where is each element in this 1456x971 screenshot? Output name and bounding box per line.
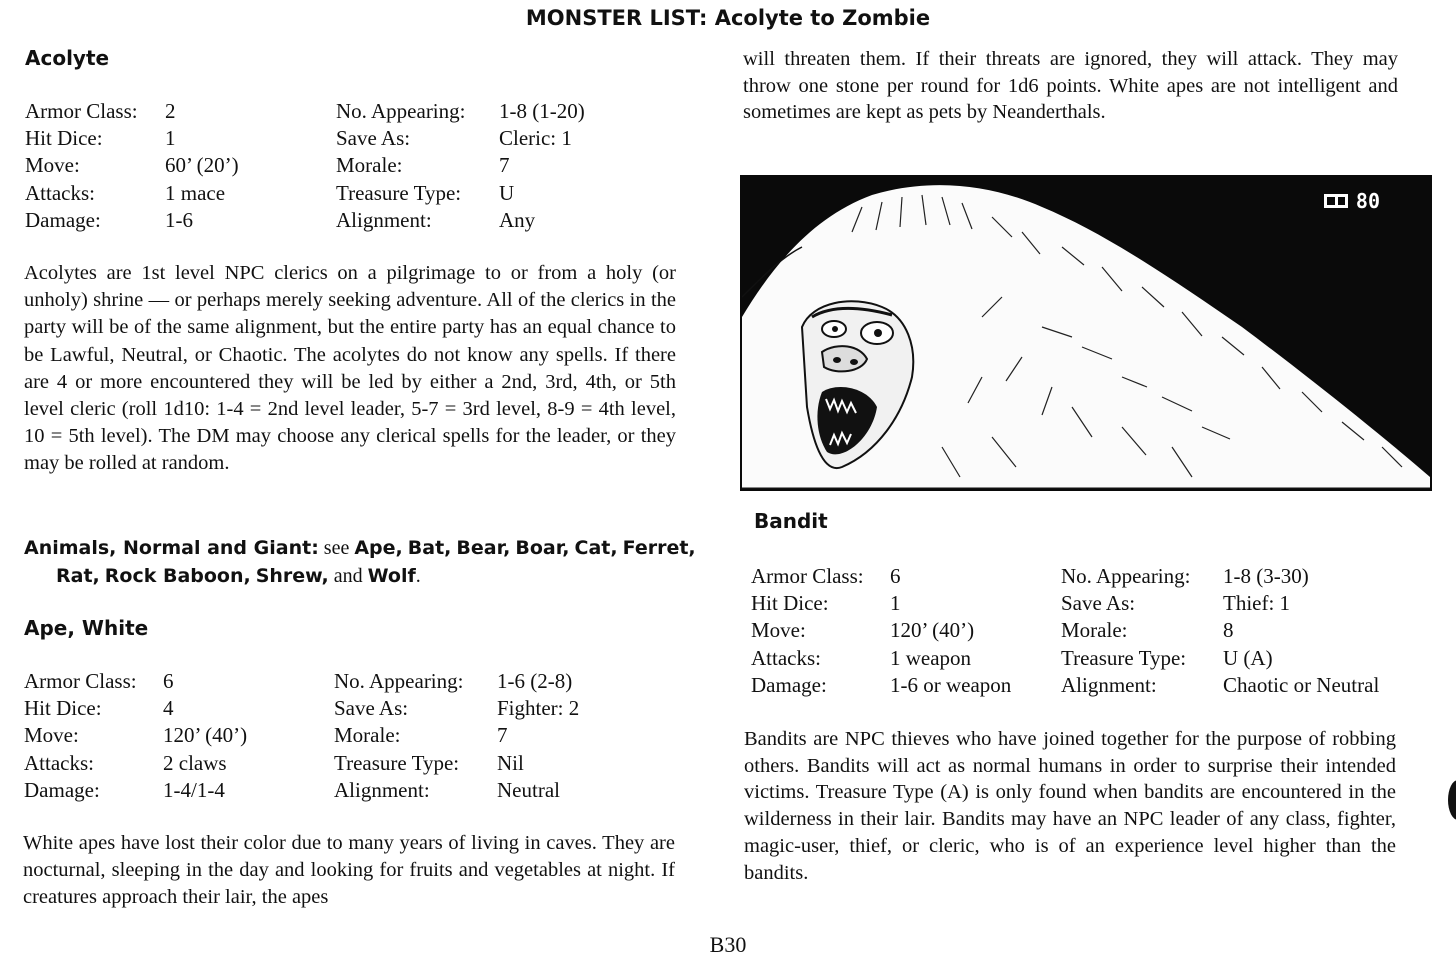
stat-label: Move: <box>751 618 806 643</box>
stat-label: Damage: <box>24 777 100 802</box>
binding-edge-mark <box>1448 780 1456 820</box>
stat-label: Alignment: <box>336 207 432 232</box>
ape-white-stats-left <box>24 668 247 804</box>
page-header-title: MONSTER LIST: <box>525 6 708 30</box>
animals-see: see <box>323 537 350 559</box>
stat-value: Fighter: 2 <box>497 696 580 721</box>
stat-row <box>25 125 239 152</box>
white-ape-drawing <box>742 177 1430 489</box>
stat-label: Save As: <box>1061 591 1136 616</box>
stat-value: 1-8 (3-30) <box>1223 564 1309 588</box>
stat-row <box>751 645 1011 672</box>
stat-row <box>1061 645 1379 672</box>
stat-value: 60’ (20’) <box>165 153 239 178</box>
stat-value: U <box>499 180 515 205</box>
stat-label: Morale: <box>1061 618 1128 643</box>
stat-row <box>334 668 579 695</box>
bandit-heading: Bandit <box>754 509 828 533</box>
ref-bat: Bat, <box>407 537 452 559</box>
stat-row <box>334 722 579 749</box>
page-number: B30 <box>709 932 747 957</box>
stat-label: Treasure Type: <box>334 750 460 775</box>
stat-value: 7 <box>497 723 508 748</box>
stat-row <box>24 695 247 722</box>
stat-value: U (A) <box>1223 645 1273 670</box>
stat-label: Alignment: <box>334 777 430 802</box>
stat-label: Armor Class: <box>751 564 864 588</box>
stat-row <box>25 180 239 207</box>
acolyte-stats-left <box>25 98 239 234</box>
animals-heading: Animals, Normal and Giant: <box>24 537 319 559</box>
stat-label: Damage: <box>751 672 827 697</box>
stat-value: Any <box>499 207 536 232</box>
stat-row <box>25 207 239 234</box>
page-header-subtitle: Acolyte to Zombie <box>714 6 931 30</box>
stat-label: No. Appearing: <box>334 669 464 693</box>
stat-value: 1 mace <box>165 180 226 205</box>
stat-value: Thief: 1 <box>1223 591 1291 616</box>
ref-shrew: Shrew, <box>255 564 329 587</box>
stat-value: 120’ (40’) <box>163 723 248 748</box>
stat-value: 4 <box>163 696 174 721</box>
stat-value: 6 <box>163 669 174 693</box>
stat-label: No. Appearing: <box>1061 564 1191 588</box>
stat-label: Hit Dice: <box>25 126 103 151</box>
animals-end: . <box>415 564 421 587</box>
stat-row <box>24 777 247 804</box>
ref-rat: Rat, <box>56 564 100 587</box>
stat-value: 1 <box>890 591 901 616</box>
ref-bear: Bear, <box>456 537 511 559</box>
ref-boar: Boar, <box>515 537 570 559</box>
stat-label: Move: <box>25 153 80 178</box>
stat-value: 8 <box>1223 618 1234 643</box>
stat-row <box>1061 590 1379 617</box>
stat-value: 1-6 (2-8) <box>497 669 573 693</box>
stat-value: Neutral <box>497 777 560 802</box>
stat-label: Morale: <box>334 723 401 748</box>
stat-label: Save As: <box>334 696 409 721</box>
stat-row <box>24 668 247 695</box>
figure-caption-number: 80 <box>1355 189 1380 213</box>
acolyte-heading: Acolyte <box>25 46 110 70</box>
book-icon <box>1324 194 1348 208</box>
stat-row <box>25 152 239 179</box>
stat-value: 1-4/1-4 <box>163 777 225 802</box>
stat-label: Attacks: <box>25 180 95 205</box>
page-header <box>0 6 1456 30</box>
stat-row <box>336 180 585 207</box>
stat-label: Hit Dice: <box>24 696 102 721</box>
ref-wolf: Wolf <box>367 564 416 587</box>
ref-cat: Cat, <box>574 537 618 559</box>
stat-row <box>336 125 585 152</box>
stat-value: 120’ (40’) <box>890 618 975 643</box>
stat-label: Attacks: <box>751 645 821 670</box>
figure-tag <box>1324 189 1380 213</box>
stat-row <box>334 695 579 722</box>
stat-value: 2 claws <box>163 750 227 775</box>
stat-row <box>751 563 1011 590</box>
ape-white-stats-right <box>334 668 579 804</box>
stat-label: Morale: <box>336 153 403 178</box>
stat-row <box>336 152 585 179</box>
stat-value: 1 <box>165 126 176 151</box>
stat-row <box>1061 563 1379 590</box>
stat-value: 6 <box>890 564 901 588</box>
ref-ape: Ape, <box>354 537 403 559</box>
stat-value: 1 weapon <box>890 645 972 670</box>
stat-row <box>1061 672 1379 699</box>
acolyte-stats-right <box>336 98 585 234</box>
stat-value: 1-6 <box>165 207 193 232</box>
stat-row <box>24 722 247 749</box>
stat-value: 1-8 (1-20) <box>499 99 585 123</box>
stat-row <box>1061 617 1379 644</box>
stat-value: 2 <box>165 99 176 123</box>
stat-label: Move: <box>24 723 79 748</box>
animals-and: and <box>333 564 363 587</box>
stat-value: 7 <box>499 153 510 178</box>
stat-label: Armor Class: <box>24 669 137 693</box>
acolyte-description: Acolytes are 1st level NPC clerics on a pilgrimage to or from a holy (or unholy) shrine — or perhaps merely seeking adventure. All of the clerics in the party will be of the same alignment, but the entire party has an equal chance to be Lawful, Neutral, or Chaotic. The acolytes do not know any spells. If there are 4 or more encountered they will be led by either a 2nd, 3rd, 4th, or 5th level cleric (roll 1d10: 1-4 = 2nd level leader, 5-7 = 3rd level, 8-9 = 4th level, 10 = 5th level). The DM may choose any clerical spells for the leader, or they may be rolled at random. <box>24 262 676 475</box>
stat-row <box>751 617 1011 644</box>
stat-row <box>334 750 579 777</box>
stat-label: Save As: <box>336 126 411 151</box>
stat-value: Nil <box>497 750 524 775</box>
ape-white-description-part2: will threaten them. If their threats are ignored, they will attack. They may throw one stone per round for 1d6 points. White apes are not intelligent and sometimes are kept as pets by Neanderthals. <box>743 48 1398 124</box>
stat-value: Cleric: 1 <box>499 126 572 151</box>
stat-row <box>24 750 247 777</box>
white-ape-illustration <box>740 175 1432 491</box>
bandit-stats-left <box>751 563 1011 699</box>
stat-label: Attacks: <box>24 750 94 775</box>
stat-label: Alignment: <box>1061 672 1157 697</box>
stat-label: Damage: <box>25 207 101 232</box>
stat-row <box>334 777 579 804</box>
stat-row <box>751 590 1011 617</box>
stat-row <box>336 98 585 125</box>
bandit-description: Bandits are NPC thieves who have joined together for the purpose of robbing others. Bandits will act as normal humans in order to surprise their intended victims. Treasure Type (A) is only found when bandits are encountered in the wilderness in their lair. Bandits may have an NPC leader of any class, fighter, magic-user, thief, or cleric, who is of an experience level higher than the bandits. <box>744 728 1396 884</box>
stat-value: Chaotic or Neutral <box>1223 672 1380 697</box>
stat-label: Treasure Type: <box>1061 645 1187 670</box>
bandit-stats-right <box>1061 563 1379 699</box>
stat-label: No. Appearing: <box>336 99 466 123</box>
ape-white-description-part1: White apes have lost their color due to many years of living in caves. They are nocturnal, sleeping in the day and looking for fruits and vegetables at night. If creatures approach their lair, the apes <box>23 832 675 909</box>
stat-label: Treasure Type: <box>336 180 462 205</box>
ape-white-heading: Ape, White <box>24 616 149 640</box>
ref-ferret: Ferret, <box>622 537 696 559</box>
stat-row <box>751 672 1011 699</box>
stat-row <box>25 98 239 125</box>
stat-row <box>336 207 585 234</box>
ref-rock-baboon: Rock Baboon, <box>104 564 251 587</box>
animals-cross-reference <box>24 535 716 590</box>
stat-label: Armor Class: <box>25 99 138 123</box>
stat-label: Hit Dice: <box>751 591 829 616</box>
stat-value: 1-6 or weapon <box>890 672 1012 697</box>
